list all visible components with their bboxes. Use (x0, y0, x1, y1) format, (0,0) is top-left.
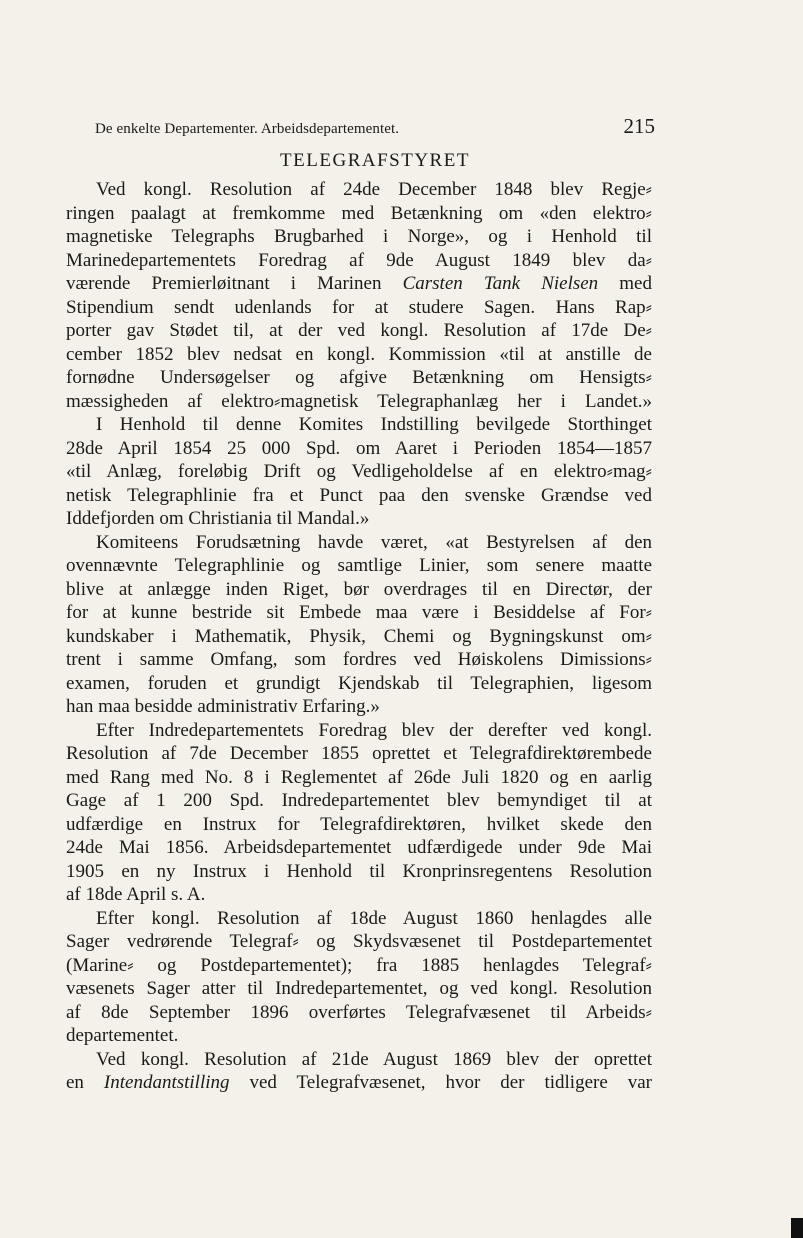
text-line (66, 648, 652, 672)
text-line (66, 719, 652, 743)
text-segment: kundskaber i Mathematik, Physik, Chemi og Bygningskunst om⸗ (66, 625, 652, 647)
text-segment: Ved kongl. Resolution af 24de December 1848 blev Regje⸗ (96, 179, 652, 200)
text-segment: fornødne Undersøgelser og afgive Betænkning om Hensigts⸗ (66, 367, 652, 388)
text-segment: Marinedepartementets Foredrag af 9de August 1849 blev da⸗ (66, 249, 652, 271)
text-segment: Stipendium sendt udenlands for at studere Sagen. Hans Rap⸗ (66, 296, 652, 318)
text-segment: ved Telegrafvæsenet, hvor der tidligere var (229, 1072, 652, 1093)
text-segment: af 18de April s. A. (66, 884, 206, 905)
text-segment: mæssigheden af elektro⸗magnetisk Telegraphanlæg her i Landet.» (66, 390, 652, 412)
body-text (66, 178, 652, 1095)
text-segment: udfærdige en Instrux for Telegrafdirektøren, hvilket skede den (66, 813, 652, 835)
text-segment: en (66, 1072, 104, 1093)
text-line (66, 437, 652, 461)
text-segment: med Rang med No. 8 i Reglementet af 26de Juli 1820 og en aarlig (66, 766, 652, 788)
italic-text: Carsten Tank Nielsen (402, 273, 599, 294)
text-segment: værende Premierløitnant i Marinen (66, 273, 403, 294)
text-segment: 24de Mai 1856. Arbeidsdepartementet udfærdigede under 9de Mai (66, 837, 652, 858)
text-segment: 1905 en ny Instrux i Henhold til Kronprinsregentens Resolution (66, 860, 652, 882)
text-segment: for at kunne bestride sit Embede maa være i Besiddelse af For⸗ (66, 602, 652, 623)
text-segment: ringen paalagt at fremkomme med Betænkning om «den elektro⸗ (66, 202, 652, 224)
text-segment: Komiteens Forudsætning havde været, «at Bestyrelsen af den (96, 531, 652, 553)
page-header (95, 114, 655, 139)
text-segment: (Marine⸗ og Postdepartementet); fra 1885 henlagdes Telegraf⸗ (66, 954, 652, 976)
text-segment: Efter kongl. Resolution af 18de August 1860 henlagdes alle (96, 907, 652, 929)
text-line (66, 672, 652, 696)
text-line (66, 272, 652, 296)
text-line (66, 789, 652, 813)
text-line (66, 930, 652, 954)
text-segment: «til Anlæg, foreløbig Drift og Vedligeholdelse af en elektro⸗mag⸗ (66, 461, 652, 482)
text-line (66, 460, 652, 484)
text-segment: Resolution af 7de December 1855 oprettet et Telegrafdirektørembede (66, 743, 652, 764)
text-segment: I Henhold til denne Komites Indstilling bevilgede Storthinget (96, 414, 652, 435)
text-line (66, 343, 652, 367)
text-line (66, 507, 652, 531)
text-segment: netisk Telegraphlinie fra et Punct paa den svenske Grændse ved (66, 484, 652, 506)
scan-edge-mark (791, 1218, 803, 1238)
text-line (66, 766, 652, 790)
text-line (66, 202, 652, 226)
text-line (66, 907, 652, 931)
text-segment: cember 1852 blev nedsat en kongl. Kommission «til at anstille de (66, 343, 652, 365)
text-line (66, 578, 652, 602)
text-segment: væsenets Sager atter til Indredepartementet, og ved kongl. Resolution (66, 978, 652, 999)
text-segment: departementet. (66, 1025, 179, 1046)
text-line (66, 225, 652, 249)
running-head: De enkelte Departementer. Arbeidsdepartementet. (95, 121, 400, 137)
text-segment: han maa besidde administrativ Erfaring.» (66, 696, 380, 717)
text-segment: med (598, 273, 652, 294)
text-line (66, 1024, 652, 1048)
text-segment: blive at anlægge inden Riget, bør overdrages til en Directør, der (66, 578, 652, 600)
text-line (66, 836, 652, 860)
text-segment: ovennævnte Telegraphlinie og samtlige Linier, som senere maatte (66, 555, 652, 576)
text-line (66, 1071, 652, 1095)
text-segment: Iddefjorden om Christiania til Mandal.» (66, 508, 370, 529)
italic-text: Intendantstilling (103, 1072, 230, 1093)
text-segment: Ved kongl. Resolution af 21de August 1869 blev der oprettet (96, 1048, 652, 1070)
text-line (66, 484, 652, 508)
text-line (66, 742, 652, 766)
text-segment: 28de April 1854 25 000 Spd. om Aaret i Perioden 1854—1857 (66, 437, 652, 459)
text-line (66, 695, 652, 719)
text-segment: af 8de September 1896 overførtes Telegrafvæsenet til Arbeids⸗ (66, 1001, 652, 1023)
text-line (66, 249, 652, 273)
text-segment: trent i samme Omfang, som fordres ved Høiskolens Dimissions⸗ (66, 649, 652, 670)
text-line (66, 977, 652, 1001)
text-line (66, 554, 652, 578)
text-line (66, 954, 652, 978)
text-line (66, 625, 652, 649)
text-line (66, 390, 652, 414)
text-line (66, 860, 652, 884)
text-segment: porter gav Stødet til, at der ved kongl. Resolution af 17de De⸗ (66, 320, 652, 341)
text-line (66, 883, 652, 907)
text-line (66, 601, 652, 625)
text-line (66, 1001, 652, 1025)
text-line (66, 366, 652, 390)
section-title: TELEGRAFSTYRET (280, 150, 470, 171)
text-segment: examen, foruden et grundigt Kjendskab til Telegraphien, ligesom (66, 672, 652, 694)
text-line (66, 813, 652, 837)
text-segment: magnetiske Telegraphs Brugbarhed i Norge», og i Henhold til (66, 226, 652, 247)
text-segment: Efter Indredepartementets Foredrag blev der derefter ved kongl. (96, 719, 652, 741)
text-line (66, 531, 652, 555)
text-line (66, 296, 652, 320)
text-line (66, 1048, 652, 1072)
text-line (66, 413, 652, 437)
text-segment: Gage af 1 200 Spd. Indredepartementet blev bemyndiget til at (66, 790, 652, 811)
text-segment: Sager vedrørende Telegraf⸗ og Skydsvæsenet til Postdepartementet (66, 931, 652, 952)
page-number: 215 (623, 114, 655, 138)
text-line (66, 178, 652, 202)
text-line (66, 319, 652, 343)
